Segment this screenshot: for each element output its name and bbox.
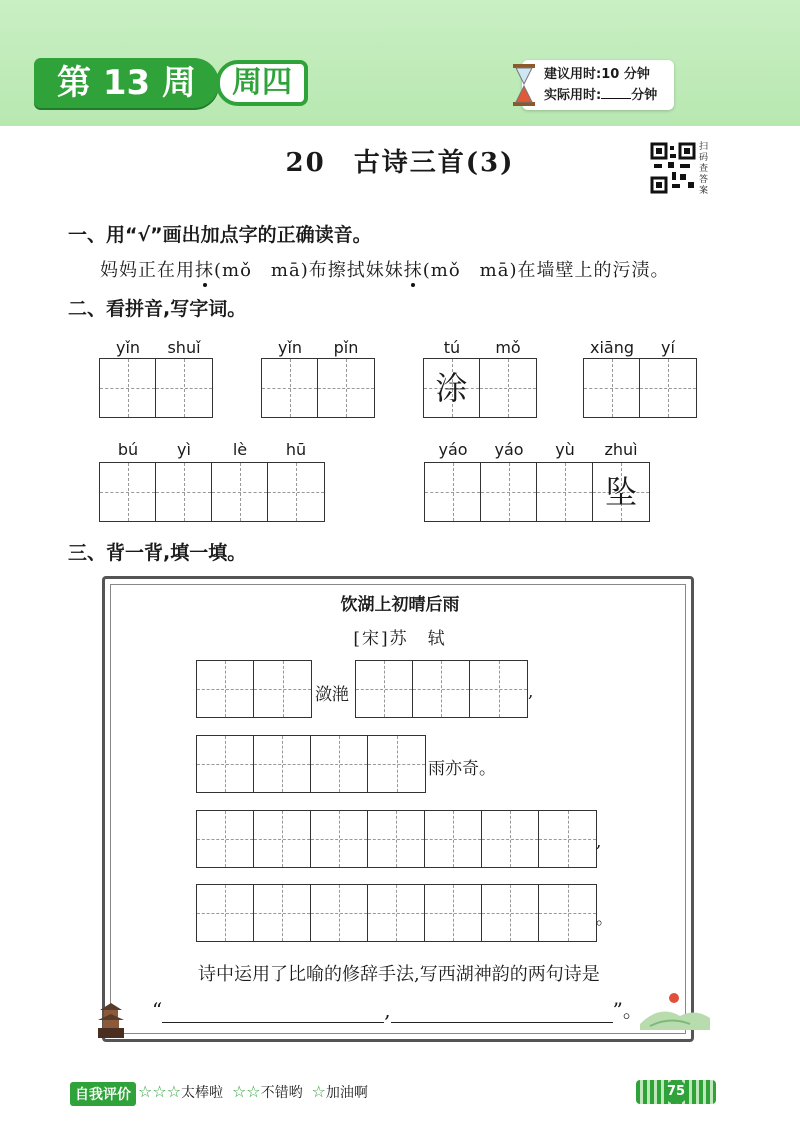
star-icon[interactable]: ☆ (311, 1082, 326, 1101)
char-grid (99, 358, 213, 418)
cell-char (268, 463, 324, 521)
write-cell[interactable] (254, 661, 311, 717)
cell-char (537, 463, 592, 521)
cell-char (584, 359, 639, 417)
write-cell[interactable] (480, 359, 536, 417)
self-evaluation-label: 自我评价 (70, 1082, 136, 1106)
eval-option-3: 加油啊 (325, 1085, 368, 1101)
write-cell[interactable] (254, 885, 311, 941)
cell-char (480, 359, 536, 417)
write-cell[interactable] (482, 885, 539, 941)
star-icon[interactable]: ☆ (246, 1082, 261, 1101)
write-cell[interactable] (197, 811, 254, 867)
actual-time-blank[interactable] (601, 87, 631, 99)
write-cell[interactable] (584, 359, 640, 417)
close-quote: ”。 (612, 998, 643, 1022)
poem-author: [宋]苏 轼 (353, 629, 447, 649)
answer-blank[interactable] (391, 1003, 613, 1023)
pinyin-label: xiāng (589, 338, 634, 357)
write-cell[interactable] (156, 463, 212, 521)
char-grid (424, 462, 650, 522)
write-cell[interactable] (254, 736, 311, 792)
write-cell[interactable] (539, 811, 596, 867)
write-cell[interactable] (470, 661, 527, 717)
write-cell[interactable] (425, 885, 482, 941)
poem-title: 饮湖上初晴后雨 (340, 595, 460, 615)
week-badge: 第 13 周 (34, 58, 219, 108)
write-cell[interactable] (425, 811, 482, 867)
answer-blank[interactable] (162, 1003, 384, 1023)
qr-code-icon[interactable] (650, 142, 696, 194)
sentence-part[interactable]: (mǒ mā)布擦拭妹妹 (214, 260, 404, 281)
write-cell (593, 463, 649, 521)
actual-time (544, 85, 674, 106)
cell-char (262, 359, 317, 417)
pinyin-label: yǐn (277, 338, 303, 357)
section2-heading: 二、看拼音,写字词。 (68, 298, 247, 320)
write-cell[interactable] (425, 463, 481, 521)
write-cell[interactable] (254, 811, 311, 867)
pinyin-label: yì (177, 440, 191, 459)
answer-separator: , (384, 998, 391, 1022)
poem-grid (196, 810, 597, 868)
write-cell[interactable] (368, 885, 425, 941)
char-grid (261, 358, 375, 418)
write-cell[interactable] (356, 661, 413, 717)
poem-grid (196, 735, 426, 793)
star-icon[interactable]: ☆ (152, 1082, 167, 1101)
landscape-icon (640, 990, 710, 1030)
write-cell[interactable] (100, 359, 156, 417)
star-icon[interactable]: ☆ (166, 1082, 182, 1101)
poem-inline-text: 雨亦奇。 (428, 759, 496, 779)
pinyin-label: yí (661, 338, 675, 357)
write-cell[interactable] (368, 736, 425, 792)
pinyin-label: yù (555, 440, 575, 459)
write-cell[interactable] (197, 661, 254, 717)
pinyin-label: tú (443, 338, 461, 357)
write-cell[interactable] (481, 463, 537, 521)
write-cell[interactable] (156, 359, 212, 417)
pinyin-label: yáo (494, 440, 524, 459)
eval-option-2: 不错哟 (260, 1085, 303, 1101)
cell-char (212, 463, 267, 521)
char-grid (99, 462, 325, 522)
question-text: 诗中运用了比喻的修辞手法,写西湖神韵的两句诗是 (198, 964, 600, 985)
write-cell[interactable] (640, 359, 696, 417)
pinyin-label: hū (285, 440, 307, 459)
cell-char (318, 359, 374, 417)
pinyin-label: yǐn (115, 338, 141, 357)
pinyin-label: lè (232, 440, 248, 459)
dotted-char: 抹 (403, 260, 423, 281)
pinyin-label: pǐn (333, 338, 359, 357)
write-cell (424, 359, 480, 417)
eval-option-1: 太棒啦 (181, 1085, 224, 1101)
section3-heading: 三、背一背,填一填。 (68, 542, 247, 564)
open-quote: “ (152, 998, 163, 1022)
qr-label: 扫码查答案 (699, 142, 709, 196)
star-icon[interactable]: ☆ (231, 1082, 247, 1101)
answer-line (152, 994, 643, 1023)
page-number: 75 (664, 1080, 688, 1104)
poem-grid (355, 660, 528, 718)
write-cell[interactable] (311, 885, 368, 941)
write-cell[interactable] (482, 811, 539, 867)
star-icon[interactable]: ☆ (138, 1082, 153, 1101)
poem-punct: , (528, 682, 534, 702)
day-badge: 周四 (216, 60, 308, 106)
char-grid (423, 358, 537, 418)
cell-char (481, 463, 536, 521)
write-cell[interactable] (262, 359, 318, 417)
sentence-part: 妈妈正在用 (100, 260, 195, 281)
write-cell[interactable] (537, 463, 593, 521)
actual-time-unit: 分钟 (631, 88, 658, 103)
write-cell[interactable] (311, 736, 368, 792)
pagoda-icon (96, 1000, 126, 1038)
pinyin-label: yáo (438, 440, 468, 459)
section1-sentence (100, 256, 670, 282)
poem-inline-text: 潋滟 (315, 685, 349, 705)
cell-char (100, 463, 155, 521)
write-cell[interactable] (100, 463, 156, 521)
pinyin-label: bú (117, 440, 139, 459)
suggested-time: 建议用时:10 分钟 (544, 67, 650, 82)
sentence-part[interactable]: (mǒ mā)在墙壁上的污渍。 (422, 260, 670, 281)
hourglass-icon (511, 62, 537, 108)
char-grid (583, 358, 697, 418)
time-box (522, 60, 674, 110)
cell-char: 坠 (604, 473, 637, 511)
pinyin-label: zhuì (604, 440, 638, 459)
write-cell[interactable] (212, 463, 268, 521)
write-cell[interactable] (368, 811, 425, 867)
actual-time-label: 实际用时: (544, 88, 602, 103)
pinyin-label: shuǐ (167, 338, 201, 357)
cell-char (156, 359, 212, 417)
write-cell[interactable] (197, 885, 254, 941)
write-cell[interactable] (311, 811, 368, 867)
cell-char (640, 359, 696, 417)
section1-heading: 一、用“√”画出加点字的正确读音。 (68, 224, 372, 246)
poem-punct: , (596, 832, 602, 852)
poem-grid (196, 884, 597, 942)
write-cell[interactable] (268, 463, 324, 521)
poem-punct: 。 (596, 909, 613, 929)
write-cell[interactable] (197, 736, 254, 792)
cell-char (156, 463, 211, 521)
write-cell[interactable] (539, 885, 596, 941)
dotted-char: 抹 (195, 260, 214, 281)
self-evaluation-options (138, 1082, 368, 1103)
lesson-title: 20 古诗三首(3) (285, 148, 515, 178)
pinyin-label: mǒ (495, 338, 521, 357)
cell-char: 涂 (435, 369, 468, 407)
poem-grid (196, 660, 312, 718)
write-cell[interactable] (413, 661, 470, 717)
cell-char (425, 463, 480, 521)
write-cell[interactable] (318, 359, 374, 417)
cell-char (100, 359, 155, 417)
